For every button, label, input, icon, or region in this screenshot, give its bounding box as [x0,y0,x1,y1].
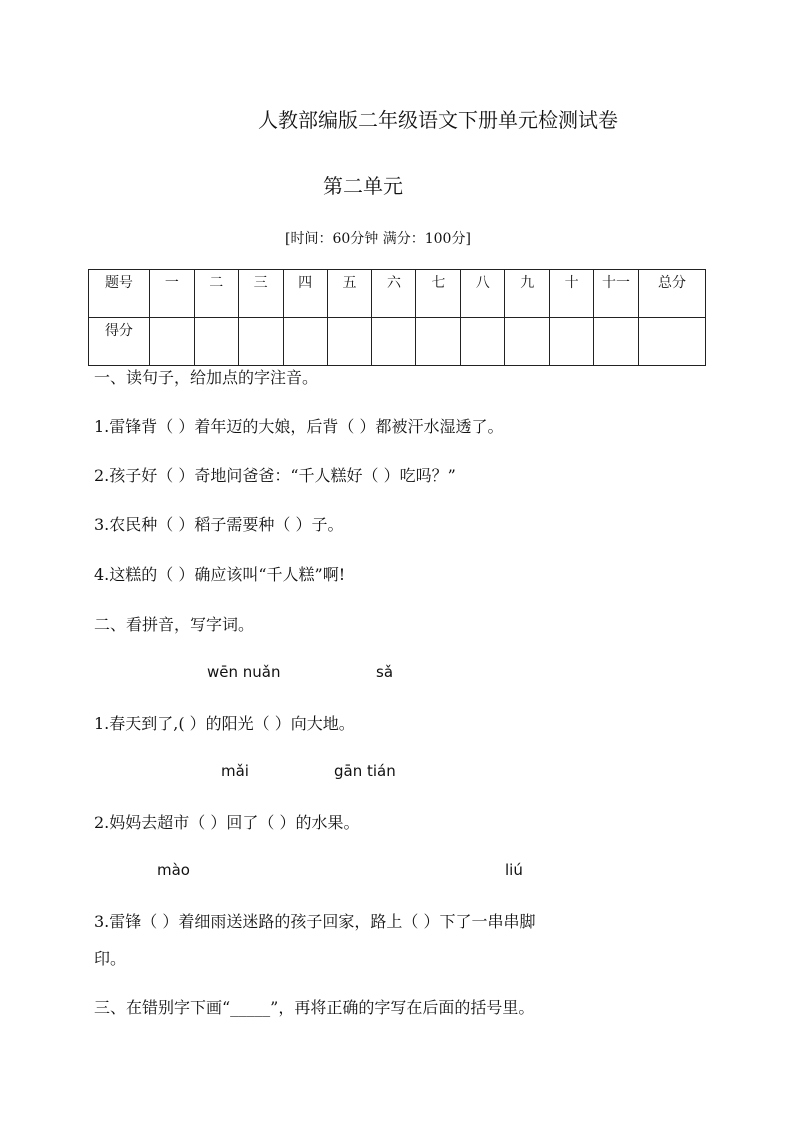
table-cell: 二 [194,270,238,318]
score-entry-cell[interactable] [505,318,550,366]
table-cell: 一 [149,270,194,318]
score-table [88,269,706,366]
score-entry-cell[interactable] [327,318,372,366]
score-entry-cell[interactable] [283,318,327,366]
question-line: 2.孩子好（ ）奇地问爸爸：“千人糕好（ ）吃吗？” [94,466,456,485]
score-entry-cell[interactable] [594,318,639,366]
question-line: 1.雷锋背（ ）着年迈的大娘，后背（ ）都被汗水湿透了。 [94,417,504,436]
unit-title: 第二单元 [323,174,403,198]
pinyin-prompt: mào [157,861,190,879]
pinyin-prompt: liú [505,861,523,879]
pinyin-prompt: sǎ [376,663,394,681]
score-entry-cell[interactable] [149,318,194,366]
table-cell: 九 [505,270,550,318]
score-entry-cell[interactable] [639,318,706,366]
pinyin-prompt: gān tián [334,762,396,780]
pinyin-prompt: wēn nuǎn [207,663,281,681]
table-cell: 十一 [594,270,639,318]
table-cell: 得分 [89,318,150,366]
score-entry-cell[interactable] [238,318,283,366]
exam-title: 人教部编版二年级语文下册单元检测试卷 [258,108,618,132]
score-entry-cell[interactable] [550,318,594,366]
question-line-continued: 印。 [94,949,127,968]
score-entry-cell[interactable] [461,318,505,366]
question-line: 3.雷锋（ ）着细雨送迷路的孩子回家，路上（ ）下了一串串脚 [94,912,536,931]
table-cell: 八 [461,270,505,318]
question-line: 4.这糕的（ ）确应该叫“千人糕”啊! [94,565,346,584]
score-entry-cell[interactable] [372,318,416,366]
table-cell: 四 [283,270,327,318]
section-heading: 二、看拼音，写字词。 [94,615,255,634]
score-table-header-row [89,270,706,318]
question-line: 1.春天到了,( ）的阳光（ ）向大地。 [94,714,355,733]
score-entry-cell[interactable] [194,318,238,366]
table-cell: 三 [238,270,283,318]
pinyin-prompt: mǎi [221,762,249,780]
table-cell: 总分 [639,270,706,318]
score-table-score-row [89,318,706,366]
time-score-info: [时间：60分钟 满分：100分] [285,231,471,247]
section-heading: 三、在错别字下画“_____”，再将正确的字写在后面的括号里。 [94,998,535,1017]
table-cell: 题号 [89,270,150,318]
table-cell: 七 [416,270,461,318]
question-line: 2.妈妈去超市（ ）回了（ ）的水果。 [94,813,360,832]
table-cell: 六 [372,270,416,318]
score-entry-cell[interactable] [416,318,461,366]
section-heading: 一、读句子，给加点的字注音。 [94,368,319,387]
table-cell: 十 [550,270,594,318]
table-cell: 五 [327,270,372,318]
question-line: 3.农民种（ ）稻子需要种（ ）子。 [94,515,344,534]
